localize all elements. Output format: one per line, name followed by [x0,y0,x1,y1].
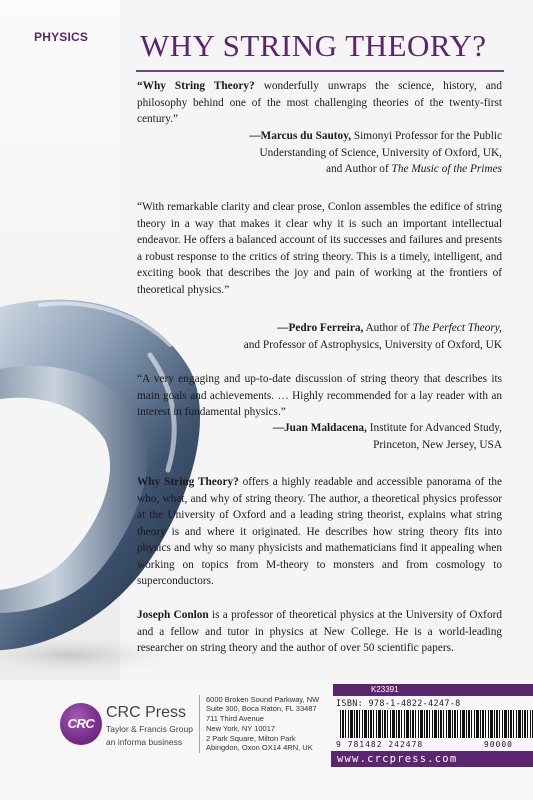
attribution-maldacena [273,420,502,453]
quote-maldacena [137,371,502,421]
author-bio [137,607,502,657]
quote-body: “With remarkable clarity and clear prose, Conlon assembles the edifice of string theory in a way that makes it clear why it is such an important intellectual endeavor. He offers a balanced account of its successes and failures and presents a robust response to the critics of string theory. This is a timely, intelligent, and exciting book that describes the joy and pain of working at the frontiers of theoretical physics.” [137,201,502,296]
website-url: www.crcpress.com [331,751,533,767]
author-affiliation: Princeton, New Jersey, USA [373,438,502,451]
author-title: Institute for Advanced Study, [366,422,502,434]
address-line: Abingdon, Oxon OX14 4RN, UK [206,743,313,753]
publisher-addresses [199,695,339,753]
author-name: —Marcus du Sautoy, [249,130,352,142]
attribution-sautoy [249,128,502,178]
publisher-group: Taylor & Francis Group [106,724,193,734]
author-affiliation: Understanding of Science, University of Oxford, UK, [259,146,502,159]
author-name: —Pedro Ferreira, [277,322,364,334]
address-line: 2 Park Square, Milton Park [206,733,296,743]
description-body: offers a highly readable and accessible panorama of the who, what, and why of string theory. The author, a theoretical physics professor at the University of Oxford and a leading string theorist, explains what string theory is and where it originated. He describes how string theory fits into physics and why so many physicists and mathematicians find it appealing when working on topics from M-theory to monsters and from cosmology to superconductors. [137,476,502,587]
publisher-name: CRC Press [106,704,187,721]
address-line: New York, NY 10017 [206,723,276,733]
author-title: Author of [363,322,413,334]
author-role: and Author of [325,163,392,175]
barcode-digits [336,740,533,749]
bio-body: is a professor of theoretical physics at the University of Oxford and a fellow and tutor in physics at New College. He is a world-leading researcher on string theory and the author of over 50 scientific papers. [137,609,502,654]
address-line: 6000 Broken Sound Parkway, NW [206,695,320,704]
quote-sautoy [137,78,502,128]
publisher-business: an informa business [106,737,183,747]
crc-logo-icon: CRC [60,703,102,745]
address-line: 711 Third Avenue [206,714,264,724]
description-lead: Why String Theory? [137,476,239,488]
book-reference: The Perfect Theory, [412,322,502,334]
barcode-number: 9 781482 242478 [336,740,424,749]
category-label: PHYSICS [34,30,89,44]
sku-label: K23391 [333,684,533,696]
isbn-text [336,699,533,709]
book-reference: The Music of the Primes [391,163,502,175]
quote-body: wonderfully unwraps the science, history, and philosophy behind one of the most challenging theories of the twenty-first century.” [137,80,502,125]
isbn-number: ISBN: 978-1-4822-4247-8 [336,699,461,709]
barcode-icon [340,710,533,738]
author-affiliation: and Professor of Astrophysics, University of Oxford, UK [243,338,502,351]
price-code: 90000 [483,740,513,749]
attribution-ferreira [244,320,502,353]
quote-lead: “Why String Theory? [137,80,255,92]
bio-lead: Joseph Conlon [137,609,209,621]
author-title: Simonyi Professor for the Public [351,130,502,142]
author-name: —Juan Maldacena, [272,422,367,434]
title-divider [136,70,504,72]
quote-body: “A very engaging and up-to-date discussion of string theory that describes its main goals and achievements. … Highly recommended for a lay reader with an interest in fundamental physics.” [137,373,502,418]
book-title: WHY STRING THEORY? [140,28,487,63]
address-line: Suite 300, Boca Raton, FL 33487 [206,704,317,714]
book-description [137,474,502,590]
quote-ferreira [137,199,502,298]
